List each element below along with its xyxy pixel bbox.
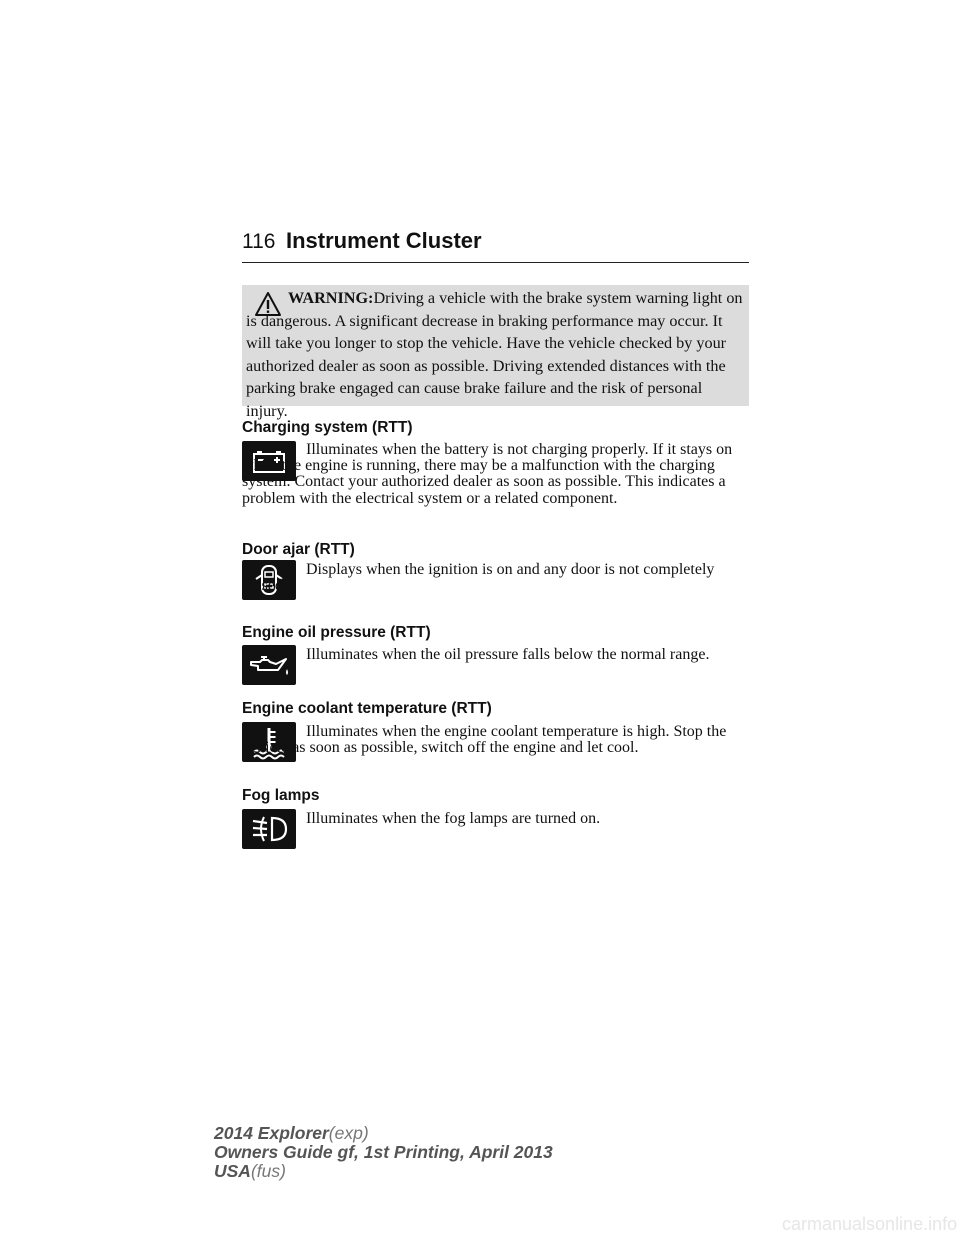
page-title: Instrument Cluster <box>286 228 482 253</box>
warning-label: WARNING: <box>288 289 374 307</box>
section-title-coolant: Engine coolant temperature (RTT) <box>242 700 492 717</box>
section-text-oil-pressure: Illuminates when the oil pressure falls below the normal range. <box>306 646 710 663</box>
warning-box <box>242 285 749 420</box>
page-header <box>242 226 749 263</box>
footer-market-code: (fus) <box>250 1161 286 1181</box>
section-text-coolant: Illuminates when the engine coolant temperature is high. Stop the vehicle as soon as possible, switch off the engine and let cool. <box>242 723 727 757</box>
footer-line-2 <box>214 1143 553 1162</box>
fog-lamp-icon <box>242 809 296 849</box>
footer-line-1 <box>214 1124 553 1143</box>
section-title-oil-pressure: Engine oil pressure (RTT) <box>242 624 431 641</box>
warning-text <box>246 287 746 423</box>
oil-can-icon <box>242 645 296 685</box>
document-footer <box>214 1124 553 1181</box>
page-number: 116 <box>242 230 276 253</box>
footer-line-3 <box>214 1162 553 1181</box>
section-title-door-ajar: Door ajar (RTT) <box>242 541 355 558</box>
watermark: carmanualsonline.info <box>782 1214 958 1234</box>
section-text-charging: Illuminates when the battery is not charging properly. If it stays on while the engine is running, there may be a malfunction with the charging system. Contact your authorized dealer as soon as possible. This indicates a problem with the electrical system or a related component. <box>242 441 733 507</box>
warning-body: Driving a vehicle with the brake system warning light on is dangerous. A significant decrease in braking performance may occur. It will take you longer to stop the vehicle. Have the vehicle checked by your authorized dealer as soon as possible. Driving extended distances with the parking brake engaged can cause brake failure and the risk of personal injury. <box>246 289 743 420</box>
footer-printing: Owners Guide gf, 1st Printing, April 2013 <box>214 1142 553 1162</box>
section-text-door-ajar: Displays when the ignition is on and any door is not completely closed. <box>242 561 715 595</box>
section-title-charging: Charging system (RTT) <box>242 419 413 436</box>
footer-model: 2014 Explorer <box>214 1123 329 1143</box>
footer-model-code: (exp) <box>328 1123 369 1143</box>
section-title-fog-lamps: Fog lamps <box>242 787 320 804</box>
section-text-fog-lamps: Illuminates when the fog lamps are turned on. <box>306 810 601 827</box>
footer-market: USA <box>214 1161 251 1181</box>
